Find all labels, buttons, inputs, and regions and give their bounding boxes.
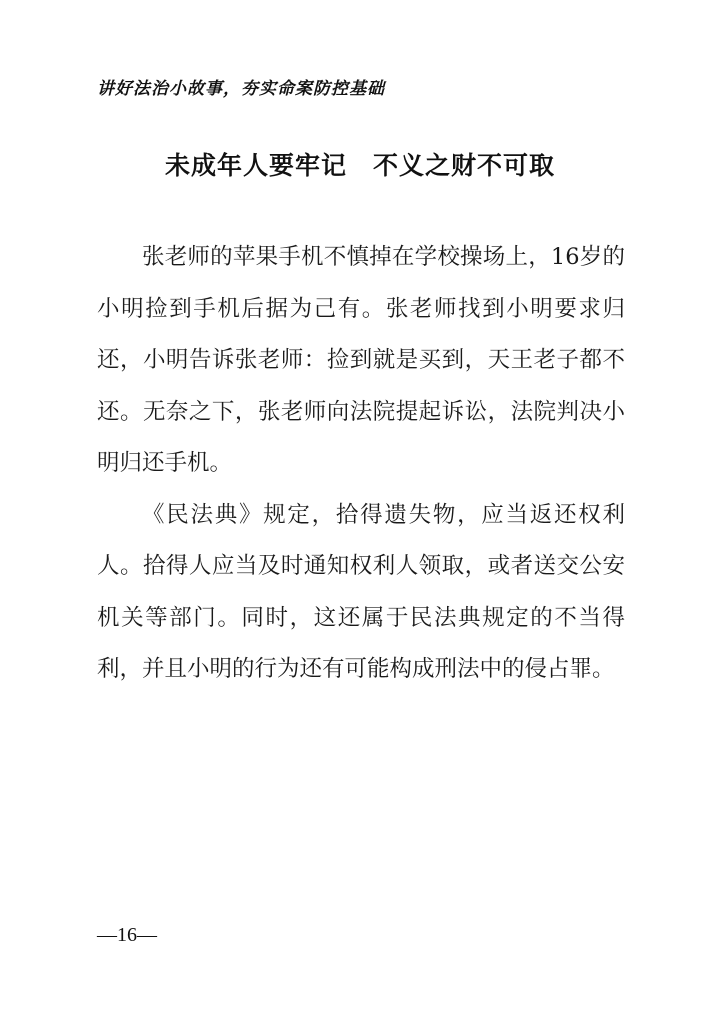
paragraph-law: 《民法典》规定，拾得遗失物，应当返还权利人。拾得人应当及时通知权利人领取，或者送交公安机关等部门。同时，这还属于民法典规定的不当得利，并且小明的行为还有可能构成刑法中的侵占罪。 xyxy=(97,501,625,682)
page-number: —16— xyxy=(97,924,157,946)
paragraph-story: 张老师的苹果手机不慎掉在学校操场上，16岁的小明捡到手机后据为己有。张老师找到小明要求归还，小明告诉张老师：捡到就是买到，天王老子都不还。无奈之下，张老师向法院提起诉讼，法院判决小明归还手机。 xyxy=(97,244,625,476)
running-header: 讲好法治小故事，夯实命案防控基础 xyxy=(97,79,385,99)
article-body xyxy=(97,232,625,696)
article-title: 未成年人要牢记 不义之财不可取 xyxy=(164,151,555,180)
